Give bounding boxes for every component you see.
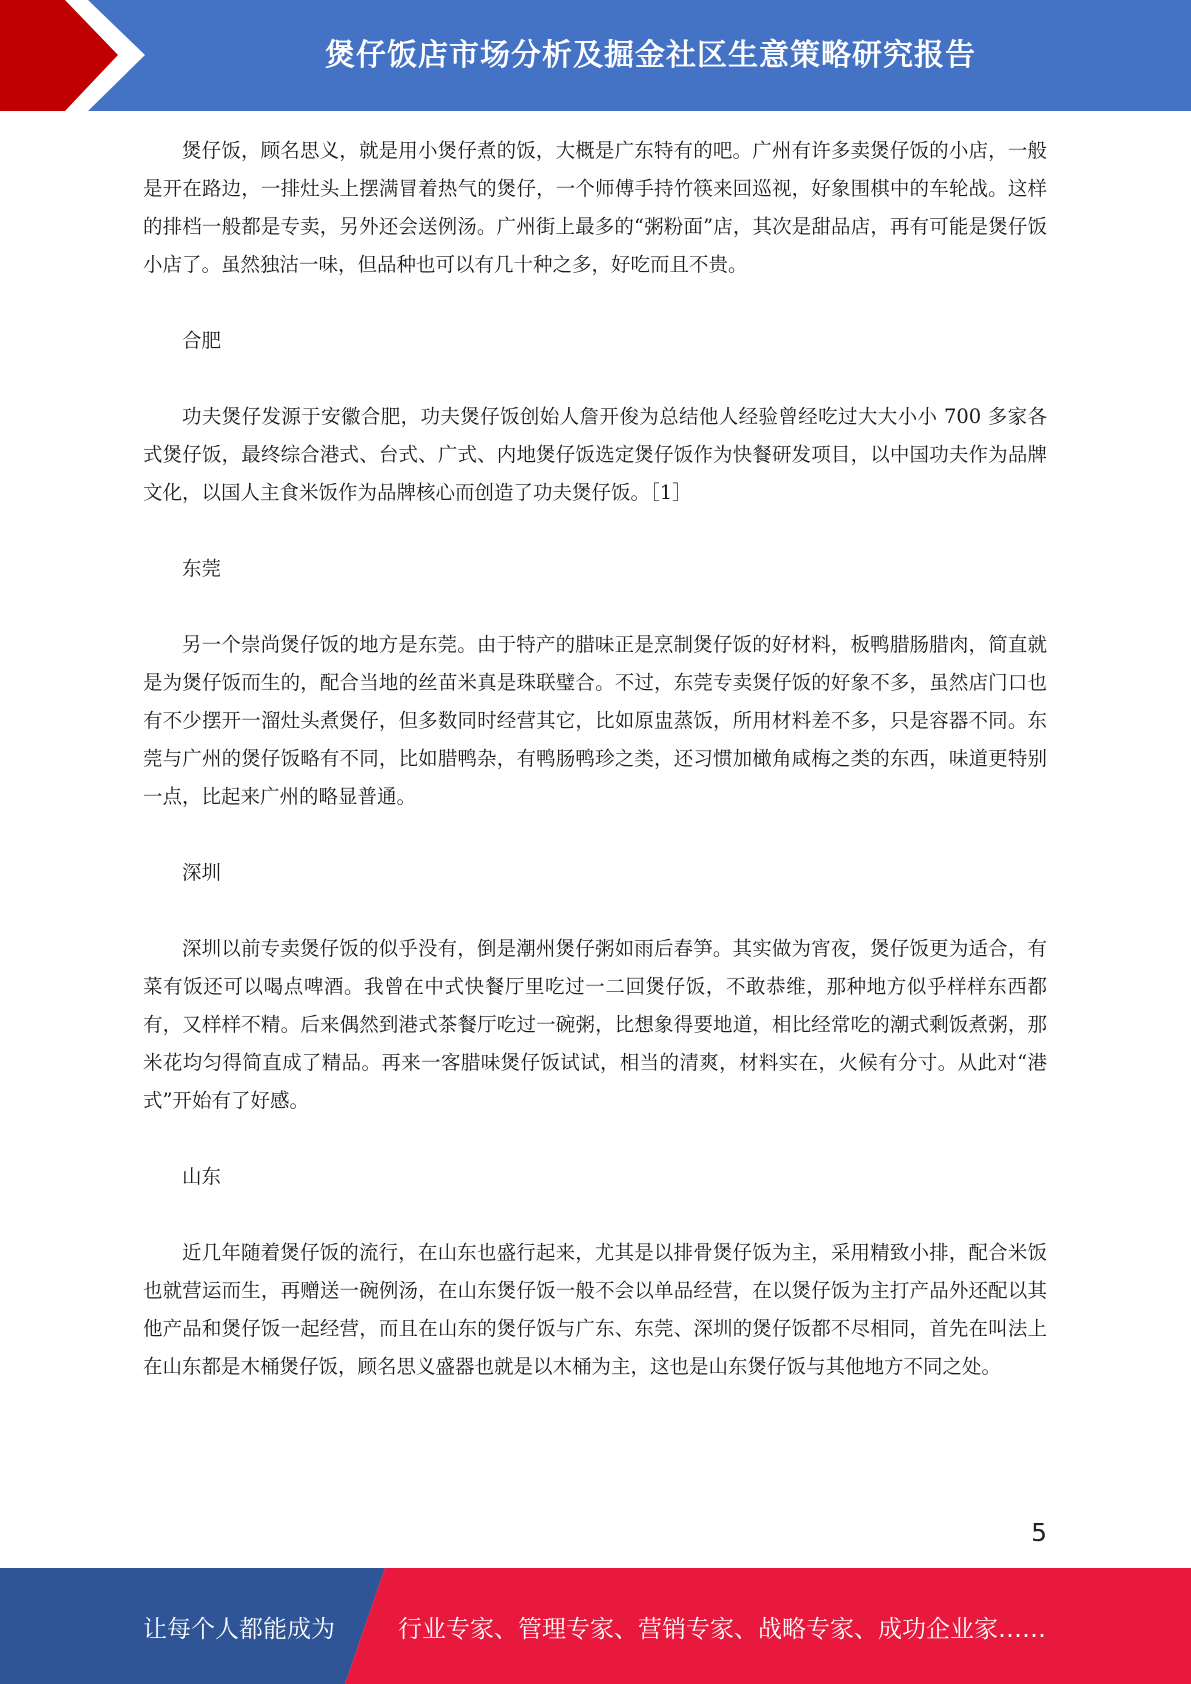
header-chevron-icon bbox=[0, 0, 160, 111]
page-header bbox=[0, 0, 1191, 111]
section-text-hefei: 功夫煲仔发源于安徽合肥，功夫煲仔饭创始人詹开俊为总结他人经验曾经吃过大大小小 700 多家各式煲仔饭，最终综合港式、台式、广式、内地煲仔饭选定煲仔饭作为快餐研发项目，以中国功夫作为品牌文化，以国人主食米饭作为品牌核心而创造了功夫煲仔饭。［1］ bbox=[143, 405, 1047, 504]
section-text-shandong: 近几年随着煲仔饭的流行，在山东也盛行起来，尤其是以排骨煲仔饭为主，采用精致小排，配合米饭也就营运而生，再赠送一碗例汤，在山东煲仔饭一般不会以单品经营，在以煲仔饭为主打产品外还配以其他产品和煲仔饭一起经营，而且在山东的煲仔饭与广东、东莞、深圳的煲仔饭都不尽相同，首先在叫法上在山东都是木桶煲仔饭，顾名思义盛器也就是以木桶为主，这也是山东煲仔饭与其他地方不同之处。 bbox=[143, 1241, 1047, 1378]
page-footer bbox=[0, 1568, 1191, 1684]
section-text-dongguan: 另一个崇尚煲仔饭的地方是东莞。由于特产的腊味正是烹制煲仔饭的好材料，板鸭腊肠腊肉，简直就是为煲仔饭而生的，配合当地的丝苗米真是珠联璧合。不过，东莞专卖煲仔饭的好象不多，虽然店门口也有不少摆开一溜灶头煮煲仔，但多数同时经营其它，比如原盅蒸饭，所用材料差不多，只是容器不同。东莞与广州的煲仔饭略有不同，比如腊鸭杂，有鸭肠鸭珍之类，还习惯加橄角咸梅之类的东西，味道更特别一点，比起来广州的略显普通。 bbox=[143, 633, 1047, 808]
main-content bbox=[143, 132, 1047, 1424]
footer-slogan-left: 让每个人都能成为 bbox=[143, 1614, 335, 1643]
intro-paragraph: 煲仔饭，顾名思义，就是用小煲仔煮的饭，大概是广东特有的吧。广州有许多卖煲仔饭的小店，一般是开在路边，一排灶头上摆满冒着热气的煲仔，一个师傅手持竹筷来回巡视，好象围棋中的车轮战。这样的排档一般都是专卖，另外还会送例汤。广州街上最多的“粥粉面”店，其次是甜品店，再有可能是煲仔饭小店了。虽然独沽一味，但品种也可以有几十种之多，好吃而且不贵。 bbox=[143, 139, 1047, 276]
section-heading-shenzhen: 深圳 bbox=[182, 861, 222, 884]
footer-slogan-right: 行业专家、管理专家、营销专家、战略专家、成功企业家…… bbox=[398, 1614, 1046, 1643]
page-number: 5 bbox=[1031, 1518, 1047, 1547]
section-text-shenzhen: 深圳以前专卖煲仔饭的似乎没有，倒是潮州煲仔粥如雨后春笋。其实做为宵夜，煲仔饭更为适合，有菜有饭还可以喝点啤酒。我曾在中式快餐厅里吃过一二回煲仔饭，不敢恭维，那种地方似乎样样东西都有，又样样不精。后来偶然到港式茶餐厅吃过一碗粥，比想象得要地道，相比经常吃的潮式剩饭煮粥，那米花均匀得简直成了精品。再来一客腊味煲仔饭试试，相当的清爽，材料实在，火候有分寸。从此对“港式”开始有了好感。 bbox=[143, 937, 1047, 1112]
section-heading-shandong: 山东 bbox=[182, 1165, 222, 1188]
section-heading-hefei: 合肥 bbox=[182, 329, 222, 352]
section-heading-dongguan: 东莞 bbox=[182, 557, 222, 580]
report-title: 煲仔饭店市场分析及掘金社区生意策略研究报告 bbox=[325, 38, 976, 73]
